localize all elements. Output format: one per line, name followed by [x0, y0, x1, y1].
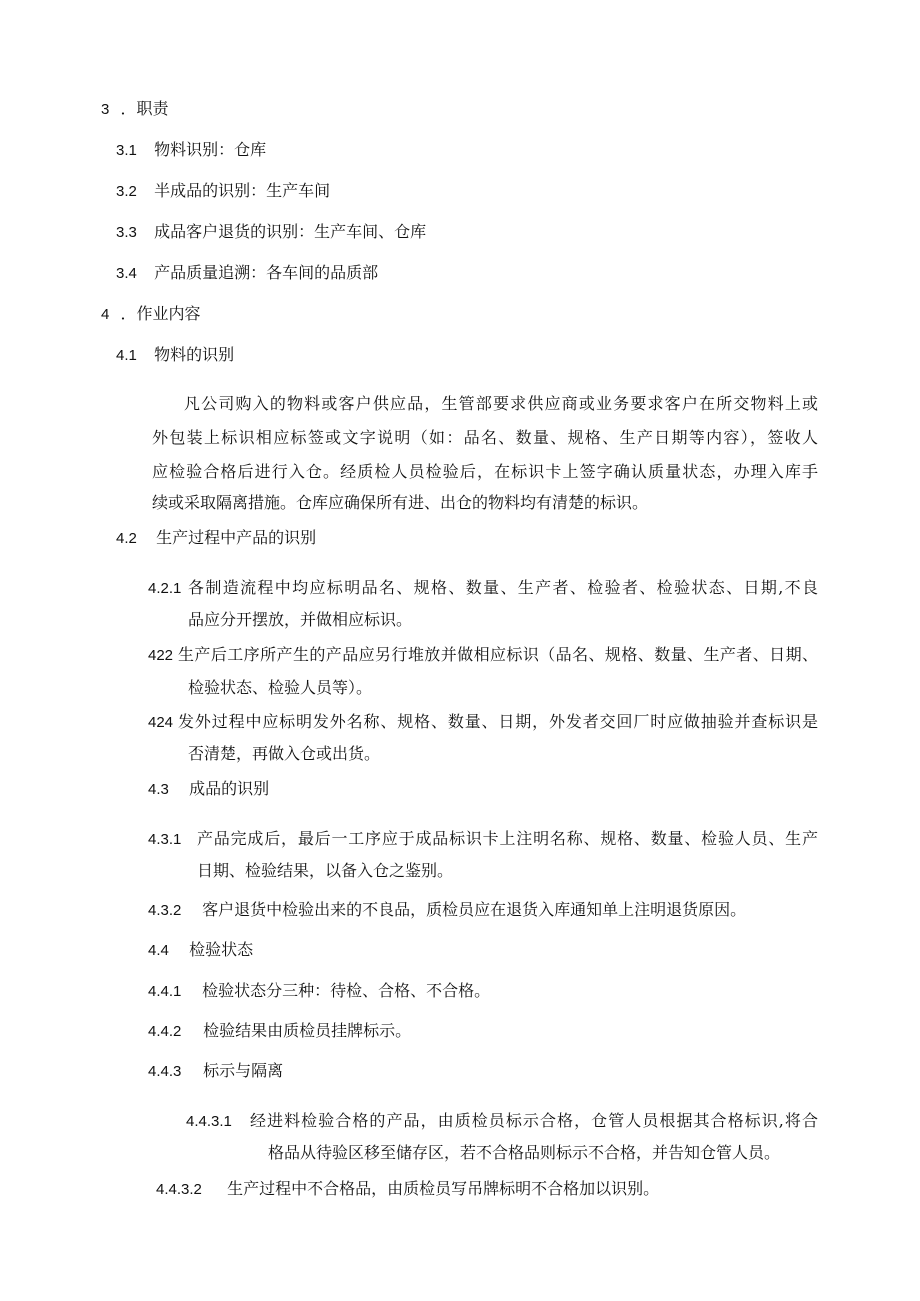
- section-number: 4: [101, 306, 110, 323]
- item-text: 物料识别：仓库: [154, 140, 267, 159]
- item-text: 生产过程中不合格品，由质检员写吊牌标明不合格加以识别。: [227, 1179, 660, 1198]
- item-number: 4.3: [148, 781, 169, 798]
- item-4-2-1-line: 品应分开摆放，并做相应标识。: [188, 610, 413, 629]
- item-4-2-1-line: 各制造流程中均应标明品名、规格、数量、生产者、检验者、检验状态、日期,不良: [188, 578, 818, 597]
- section-4-heading: [101, 303, 200, 326]
- item-4-2-1-number: 4.2.1: [148, 580, 182, 597]
- section-title: ．作业内容: [120, 304, 201, 323]
- item-text: 成品的识别: [189, 779, 270, 798]
- item-number: 4.4.3: [148, 1063, 182, 1080]
- item-4-3-1-number: 4.3.1: [148, 831, 182, 848]
- item-number: 3.1: [116, 142, 137, 159]
- section-3-4: [116, 262, 378, 285]
- item-number: 4.4.3.2: [156, 1181, 202, 1198]
- item-4-3-2: [148, 899, 746, 922]
- item-4-2-2-line: 检验状态、检验人员等）。: [188, 678, 373, 697]
- item-4-3-1-line: 日期、检验结果，以备入仓之鉴别。: [197, 861, 454, 880]
- item-number: 3.2: [116, 183, 137, 200]
- item-4-2-4-number: 424: [148, 714, 174, 731]
- paragraph-line: 外包装上标识相应标签或文字说明（如：品名、数量、规格、生产日期等内容），签收人: [152, 428, 818, 447]
- paragraph-line: 续或采取隔离措施。仓库应确保所有进、出仓的物料均有清楚的标识。: [152, 493, 649, 512]
- item-4-4-2: [148, 1020, 411, 1043]
- item-number: 4.4.2: [148, 1023, 182, 1040]
- item-text: 成品客户退货的识别：生产车间、仓库: [154, 222, 427, 241]
- section-3-heading: [101, 98, 168, 121]
- item-number: 4.3.2: [148, 902, 182, 919]
- section-3-1: [116, 139, 266, 162]
- item-4-4-3-1-line: 格品从待验区移至储存区，若不合格品则标示不合格，并告知仓管人员。: [268, 1143, 781, 1162]
- paragraph-line: 应检验合格后进行入仓。经质检人员检验后，在标识卡上签字确认质量状态，办理入库手: [152, 462, 818, 481]
- section-3-2: [116, 180, 330, 203]
- section-title: ．职责: [120, 99, 169, 118]
- item-4-4-3-2: [156, 1178, 659, 1201]
- item-text: 生产过程中产品的识别: [156, 528, 317, 547]
- item-text: 检验状态分三种：待检、合格、不合格。: [202, 981, 491, 1000]
- section-4-2-heading: [116, 527, 316, 550]
- item-number: 3.4: [116, 265, 137, 282]
- item-4-4-3: [148, 1060, 283, 1083]
- item-text: 客户退货中检验出来的不良品，质检员应在退货入库通知单上注明退货原因。: [202, 900, 747, 919]
- item-number: 3.3: [116, 224, 137, 241]
- item-text: 检验结果由质检员挂牌标示。: [203, 1021, 412, 1040]
- item-4-4-1: [148, 980, 490, 1003]
- section-3-3: [116, 221, 426, 244]
- section-4-1-heading: [116, 344, 234, 367]
- item-4-2-4-line: 否清楚，再做入仓或出货。: [188, 744, 381, 763]
- item-number: 4.4: [148, 942, 169, 959]
- item-number: 4.1: [116, 347, 137, 364]
- item-4-4-3-1-number: 4.4.3.1: [186, 1113, 232, 1130]
- section-number: 3: [101, 101, 110, 118]
- item-4-2-4-line: 发外过程中应标明发外名称、规格、数量、日期，外发者交回厂时应做抽验并查标识是: [178, 712, 818, 731]
- item-text: 物料的识别: [154, 345, 235, 364]
- paragraph-line: 凡公司购入的物料或客户供应品，生管部要求供应商或业务要求客户在所交物料上或: [184, 394, 818, 413]
- item-4-2-2-number: 422: [148, 647, 174, 664]
- item-number: 4.2: [116, 530, 137, 547]
- item-text: 标示与隔离: [203, 1061, 284, 1080]
- item-text: 半成品的识别：生产车间: [154, 181, 331, 200]
- item-4-4-3-1-line: 经进料检验合格的产品，由质检员标示合格，仓管人员根据其合格标识,将合: [250, 1111, 818, 1130]
- section-4-3-heading: [148, 778, 269, 801]
- item-text: 检验状态: [189, 940, 254, 959]
- item-4-3-1-line: 产品完成后，最后一工序应于成品标识卡上注明名称、规格、数量、检验人员、生产: [197, 829, 818, 848]
- item-4-2-2-line: 生产后工序所产生的产品应另行堆放并做相应标识（品名、规格、数量、生产者、日期、: [178, 645, 818, 664]
- item-number: 4.4.1: [148, 983, 182, 1000]
- item-text: 产品质量追溯：各车间的品质部: [154, 263, 379, 282]
- section-4-4-heading: [148, 939, 253, 962]
